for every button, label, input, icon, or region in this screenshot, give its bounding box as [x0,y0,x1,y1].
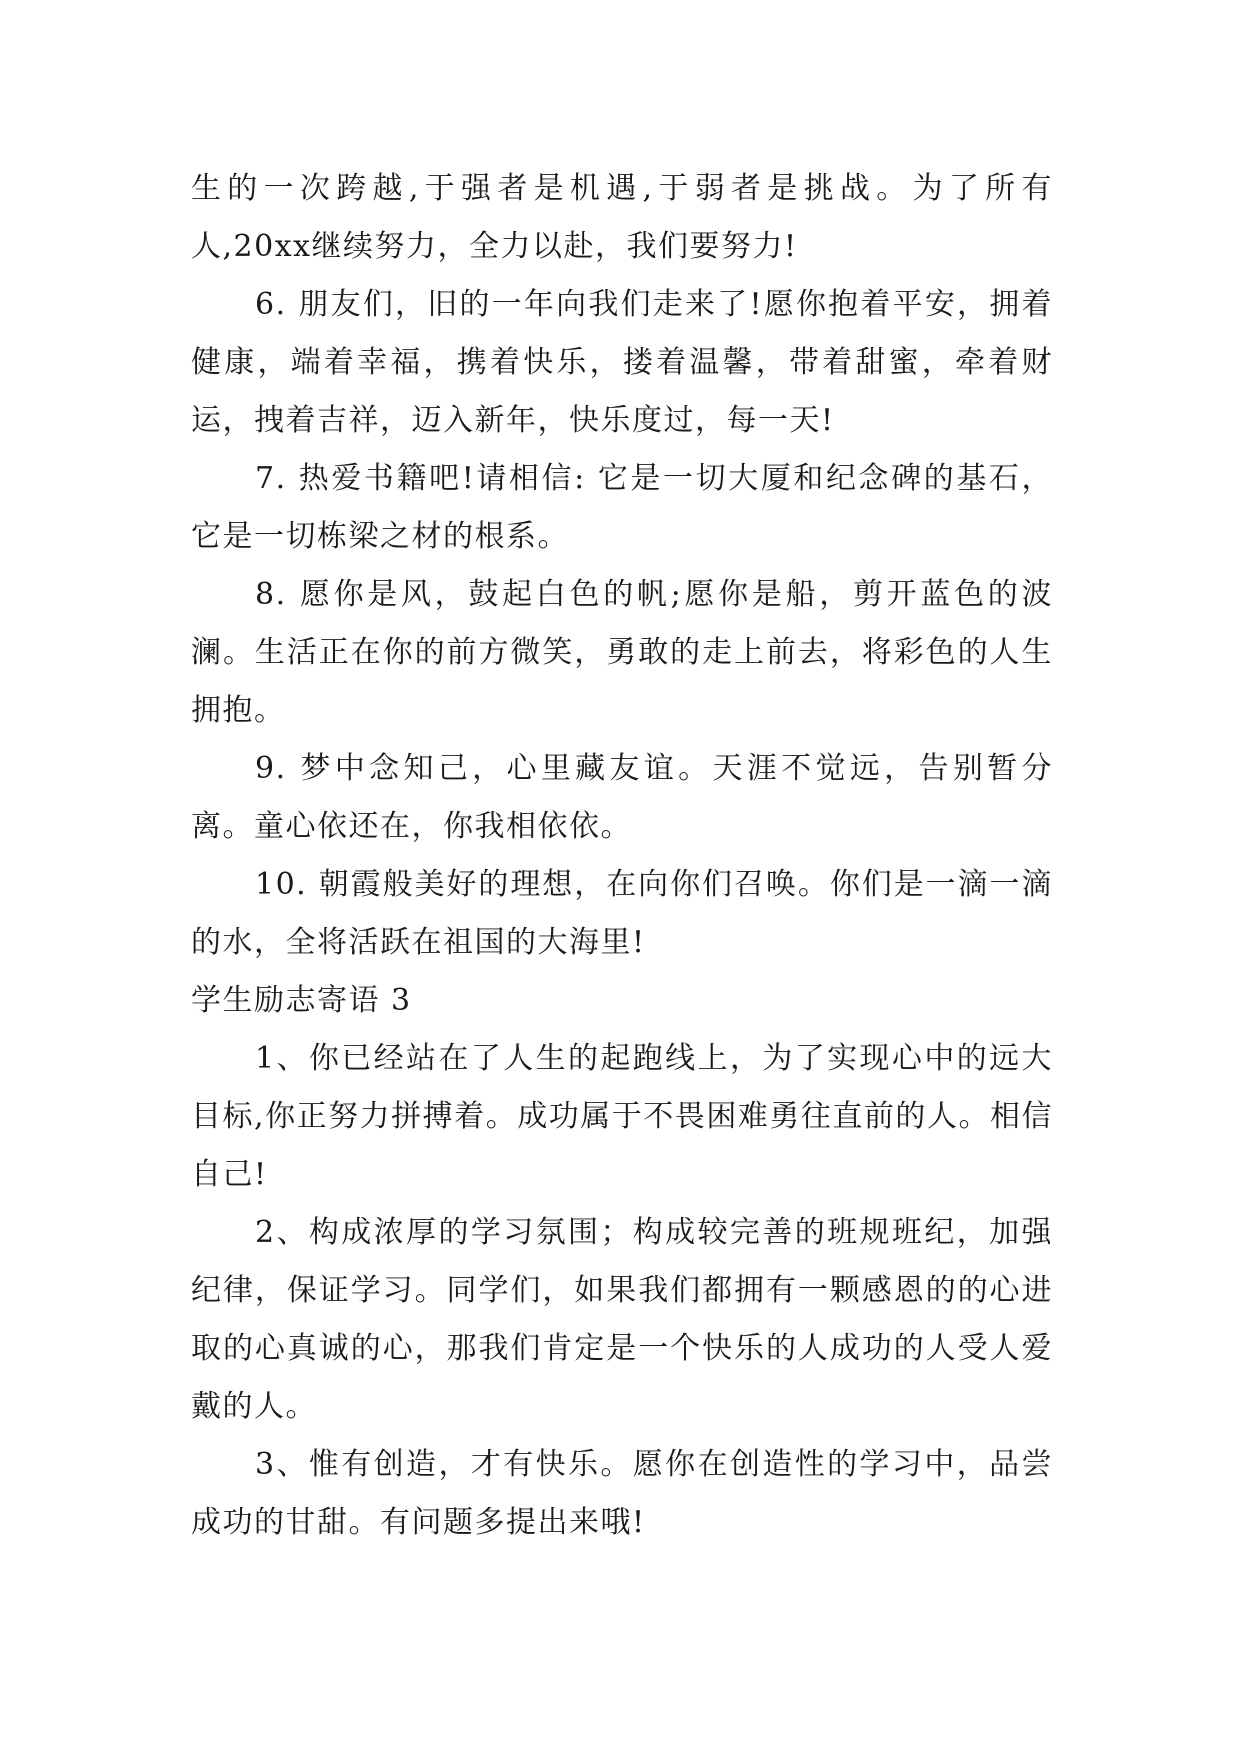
paragraph-item-7: 7. 热爱书籍吧!请相信: 它是一切大厦和纪念碑的基石，它是一切栋梁之材的根系。 [191,461,1053,554]
section-paragraph-2: 2、构成浓厚的学习氛围；构成较完善的班规班纪，加强纪律，保证学习。同学们，如果我们都拥有一颗感恩的的心进取的心真诚的心，那我们肯定是一个快乐的人成功的人受人爱戴的人。 [191,1215,1053,1424]
paragraph-item-8: 8. 愿你是风，鼓起白色的帆;愿你是船，剪开蓝色的波澜。生活正在你的前方微笑，勇敢的走上前去，将彩色的人生拥抱。 [191,577,1053,728]
paragraph-item-9: 9. 梦中念知己，心里藏友谊。天涯不觉远，告别暂分离。童心依还在，你我相依依。 [191,751,1053,844]
section-paragraph-1: 1、你已经站在了人生的起跑线上，为了实现心中的远大目标,你正努力拼搏着。成功属于不畏困难勇往直前的人。相信自己! [191,1041,1053,1192]
section-paragraph-3: 3、惟有创造，才有快乐。愿你在创造性的学习中，品尝成功的甘甜。有问题多提出来哦! [191,1447,1053,1540]
section-heading: 学生励志寄语 3 [191,983,412,1018]
paragraph-item-6: 6. 朋友们，旧的一年向我们走来了!愿你抱着平安，拥着健康，端着幸福，携着快乐，搂着温馨，带着甜蜜，牵着财运，拽着吉祥，迈入新年，快乐度过，每一天! [191,287,1053,438]
document-body [191,160,1053,1552]
paragraph-continuation: 生的一次跨越,于强者是机遇,于弱者是挑战。为了所有人,20xx继续努力，全力以赴，我们要努力! [191,171,1053,264]
paragraph-item-10: 10. 朝霞般美好的理想，在向你们召唤。你们是一滴一滴的水，全将活跃在祖国的大海里! [191,867,1053,960]
